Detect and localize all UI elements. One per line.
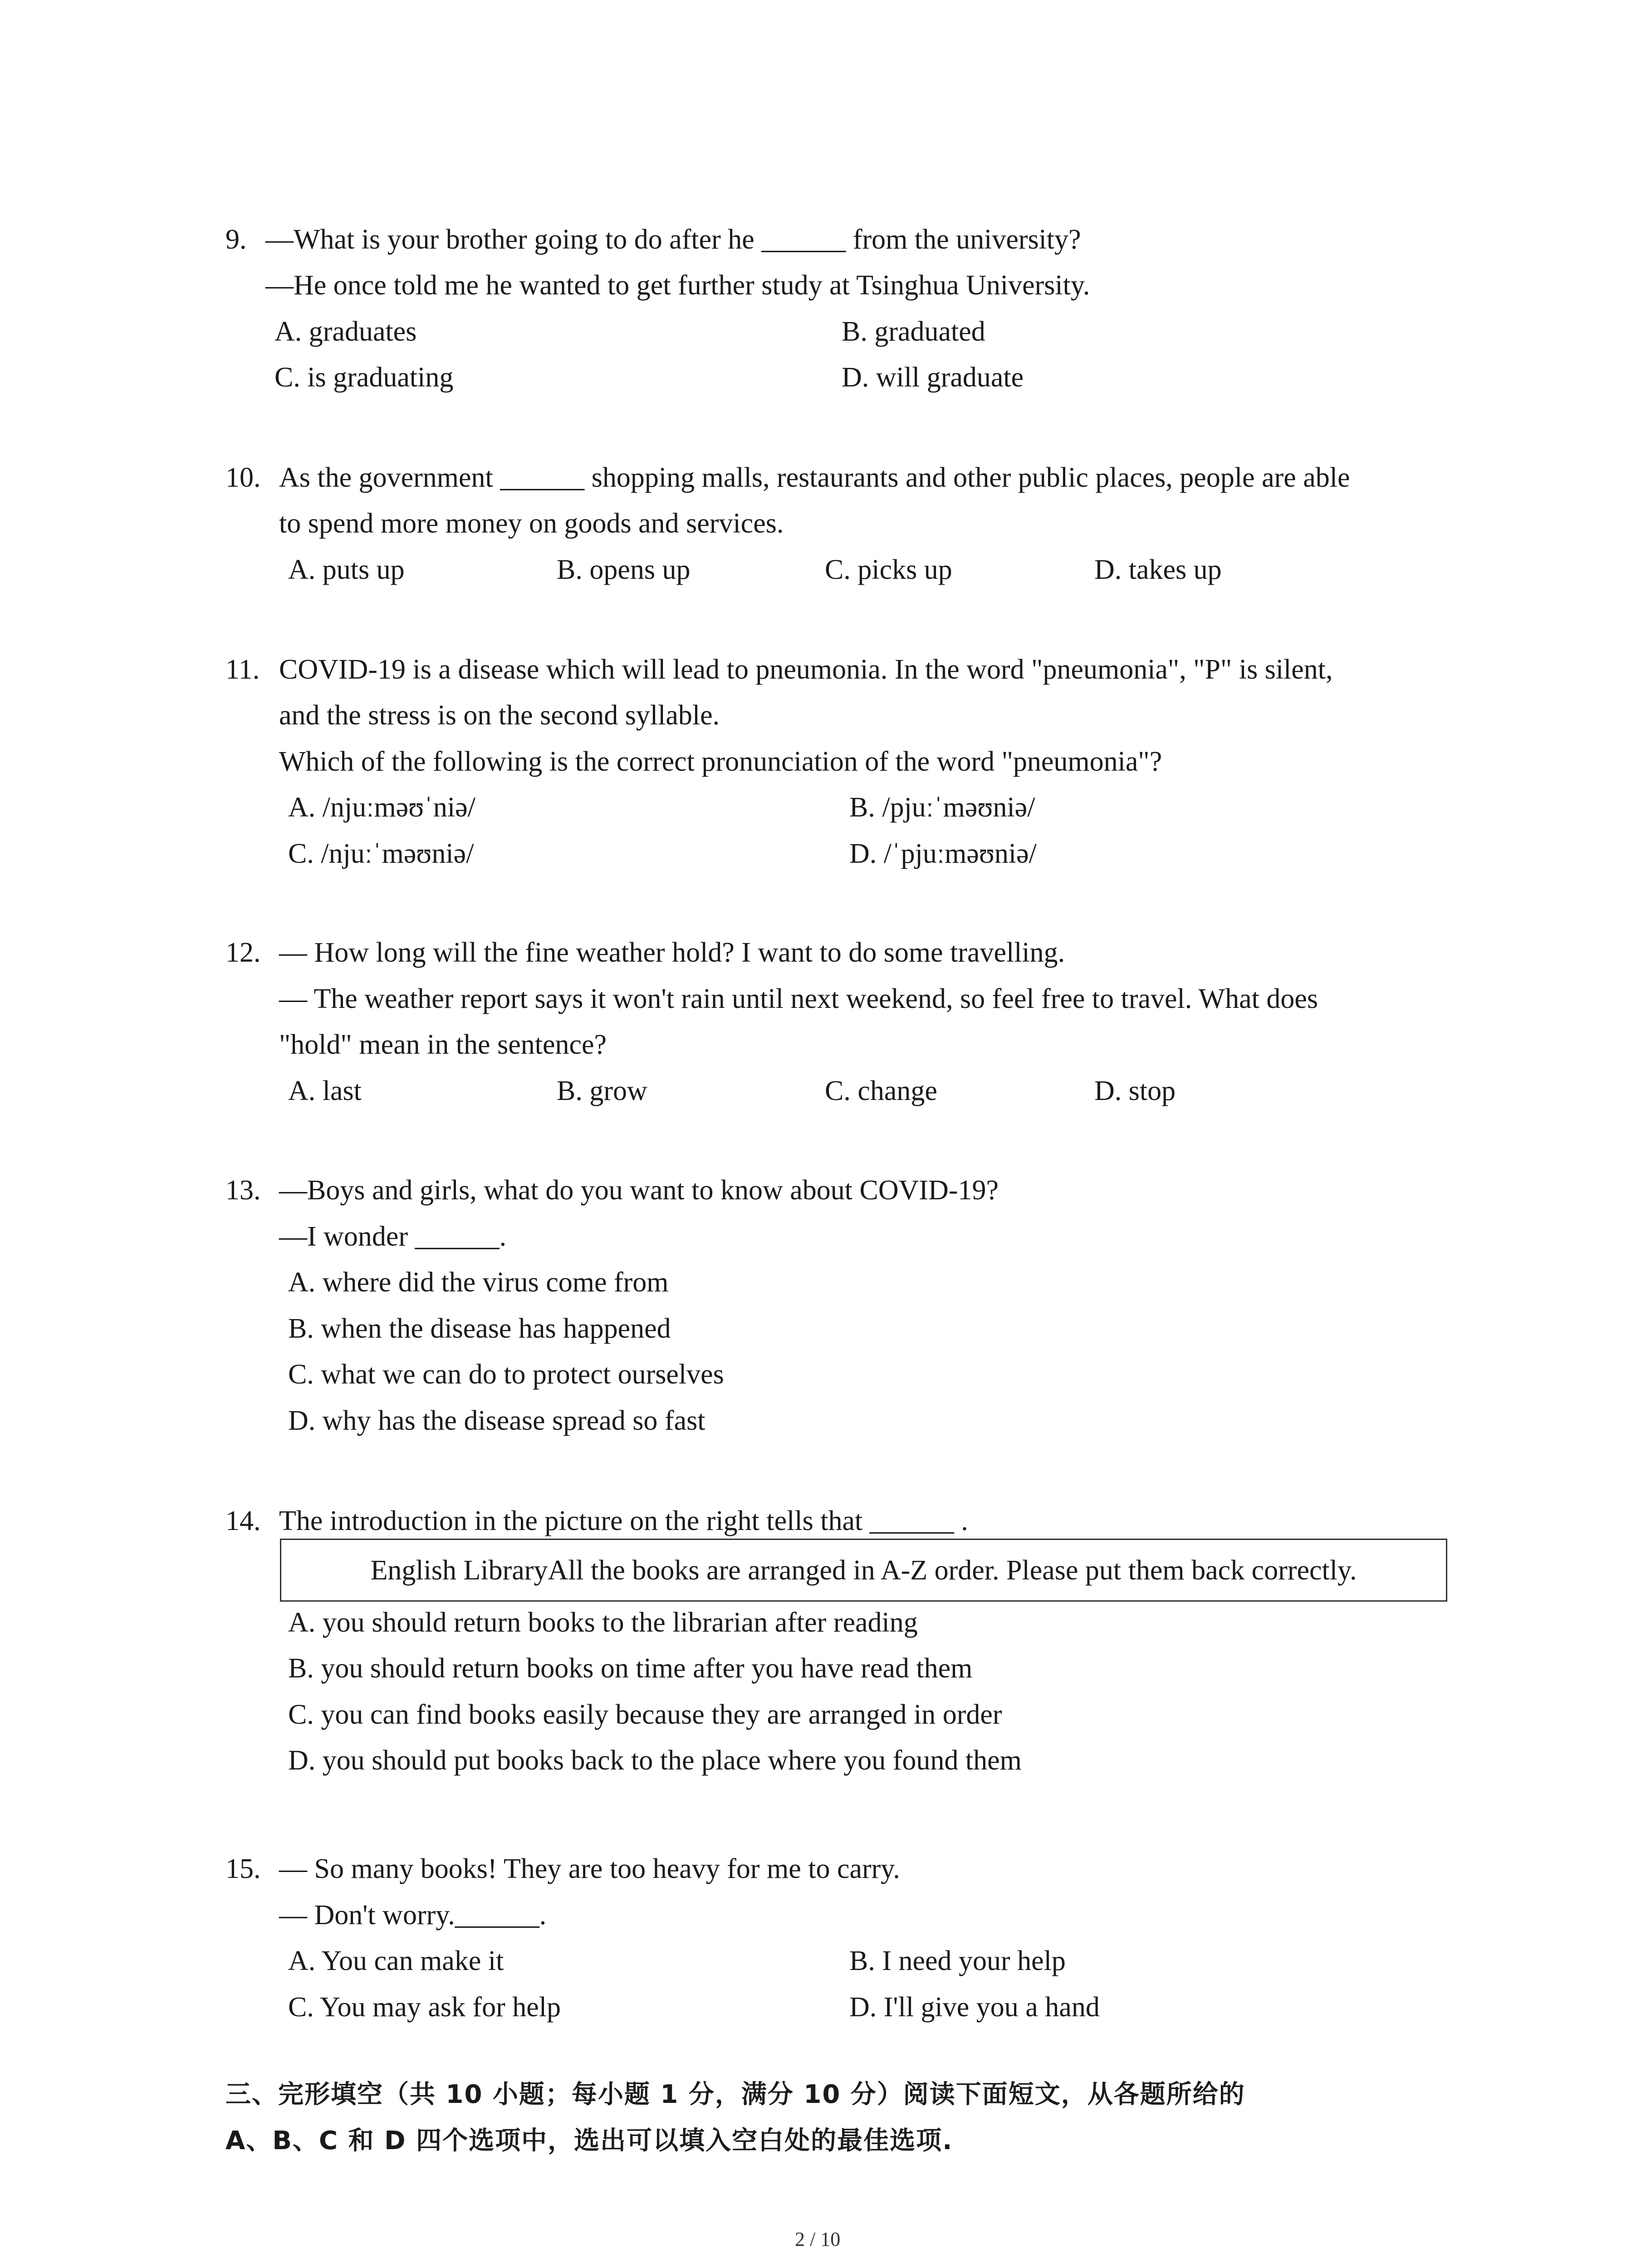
option-c: C. change: [825, 1075, 937, 1106]
page-number: 2 / 10: [795, 2228, 841, 2250]
question-number: 9.: [225, 224, 247, 255]
library-notice-box: [280, 1539, 1447, 1602]
option-c: C. is graduating: [274, 362, 454, 393]
question-number: 11.: [225, 654, 260, 685]
option-a: A. you should return books to the librarian after reading: [288, 1607, 918, 1638]
option-d: D. /ˈpjuːməʊniə/: [849, 838, 1037, 869]
option-a: A. You can make it: [288, 1945, 504, 1976]
question-stem: COVID-19 is a disease which will lead to pneumonia. In the word "pneumonia", "P" is silent,: [279, 654, 1333, 685]
question-stem: "hold" mean in the sentence?: [279, 1029, 607, 1060]
section-heading: A、B、C 和 D 四个选项中，选出可以填入空白处的最佳选项.: [225, 2126, 953, 2156]
option-b: B. opens up: [557, 554, 691, 585]
question-stem: and the stress is on the second syllable.: [279, 700, 720, 731]
question-stem: — How long will the fine weather hold? I want to do some travelling.: [279, 937, 1065, 968]
option-c: C. /njuːˈməʊniə/: [288, 838, 474, 869]
option-a: A. where did the virus come from: [288, 1267, 669, 1298]
question-stem: — Don't worry.______.: [279, 1900, 547, 1931]
section-heading: 三、完形填空（共 10 小题；每小题 1 分，满分 10 分）阅读下面短文，从各题所给的: [225, 2080, 1245, 2109]
question-stem: As the government ______ shopping malls, restaurants and other public places, people are able: [279, 462, 1350, 493]
question-number: 14.: [225, 1505, 261, 1536]
question-stem: —Boys and girls, what do you want to know about COVID-19?: [279, 1175, 999, 1206]
option-c: C. you can find books easily because they are arranged in order: [288, 1699, 1002, 1730]
option-c: C. picks up: [825, 554, 952, 585]
question-number: 15.: [225, 1853, 261, 1884]
option-d: D. you should put books back to the place where you found them: [288, 1745, 1022, 1776]
option-b: B. graduated: [842, 316, 985, 347]
question-number: 10.: [225, 462, 261, 493]
option-d: D. why has the disease spread so fast: [288, 1405, 705, 1436]
question-stem: —What is your brother going to do after he ______ from the university?: [265, 224, 1081, 255]
library-notice-text: English LibraryAll the books are arranged in A-Z order. Please put them back correctly.: [370, 1554, 1357, 1586]
option-b: B. /pjuːˈməʊniə/: [849, 792, 1035, 823]
option-c: C. You may ask for help: [288, 1992, 561, 2023]
question-number: 13.: [225, 1175, 261, 1206]
option-b: B. grow: [557, 1075, 647, 1106]
question-number: 12.: [225, 937, 261, 968]
question-stem: —He once told me he wanted to get further study at Tsinghua University.: [265, 270, 1090, 301]
question-stem: The introduction in the picture on the right tells that ______ .: [279, 1505, 968, 1536]
question-stem: —I wonder ______.: [279, 1221, 507, 1252]
question-stem: — The weather report says it won't rain until next weekend, so feel free to travel. What does: [279, 983, 1318, 1014]
option-a: A. graduates: [274, 316, 417, 347]
option-a: A. last: [288, 1075, 362, 1106]
option-a: A. /njuːməʊˈniə/: [288, 792, 475, 823]
option-b: B. I need your help: [849, 1945, 1066, 1976]
question-stem: — So many books! They are too heavy for me to carry.: [279, 1853, 900, 1884]
option-c: C. what we can do to protect ourselves: [288, 1359, 724, 1390]
option-d: D. will graduate: [842, 362, 1024, 393]
question-stem: to spend more money on goods and services.: [279, 508, 784, 539]
option-d: D. stop: [1094, 1075, 1176, 1106]
option-d: D. takes up: [1094, 554, 1222, 585]
option-a: A. puts up: [288, 554, 405, 585]
question-stem: Which of the following is the correct pronunciation of the word "pneumonia"?: [279, 746, 1162, 777]
option-d: D. I'll give you a hand: [849, 1992, 1100, 2023]
option-b: B. when the disease has happened: [288, 1313, 671, 1344]
option-b: B. you should return books on time after you have read them: [288, 1653, 973, 1684]
